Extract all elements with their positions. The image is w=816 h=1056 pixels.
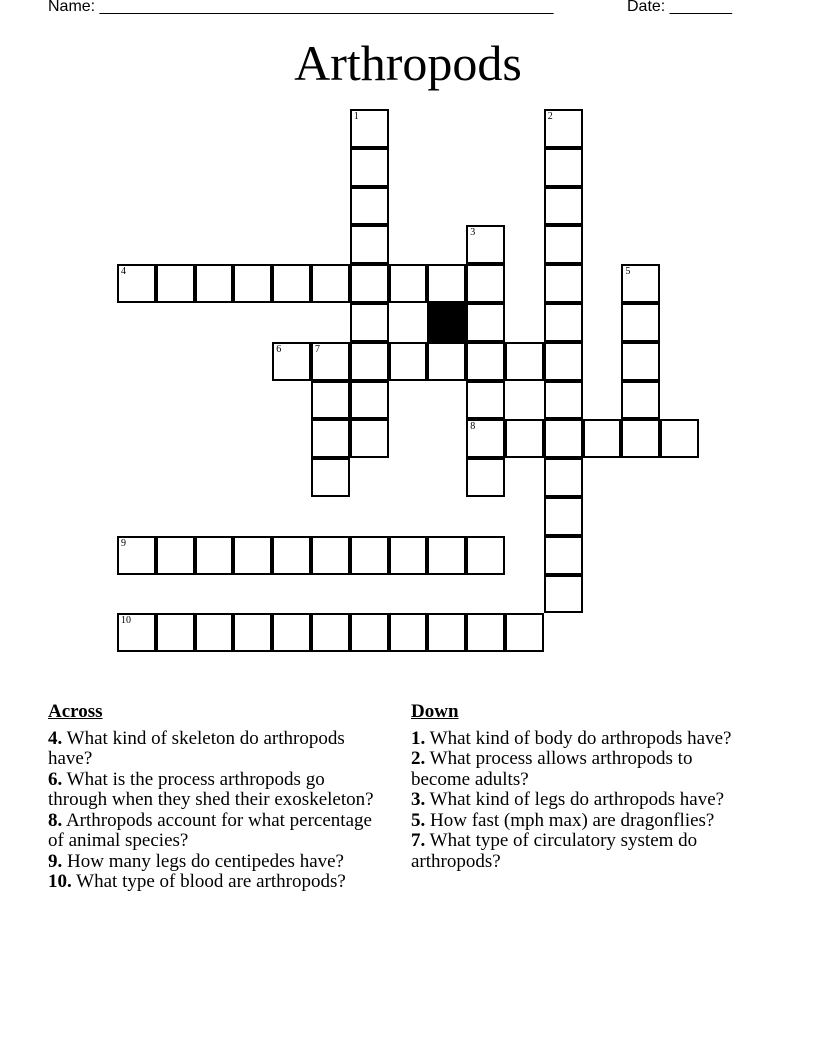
- name-field[interactable]: Name: ___________________________________________________: [48, 0, 554, 15]
- grid-cell[interactable]: [544, 381, 583, 420]
- grid-cell[interactable]: [195, 264, 234, 303]
- grid-cell[interactable]: [427, 342, 466, 381]
- clue-text: How fast (mph max) are dragonflies?: [430, 809, 715, 831]
- clue-number: 7.: [411, 830, 426, 851]
- grid-cell[interactable]: [544, 109, 583, 148]
- grid-cell[interactable]: [117, 613, 156, 652]
- clue-text: What type of blood are arthropods?: [76, 871, 346, 892]
- grid-cell[interactable]: [583, 419, 622, 458]
- clue-down-5: [411, 811, 751, 832]
- grid-cell[interactable]: [350, 342, 389, 381]
- grid-cell[interactable]: [466, 536, 505, 575]
- grid-cell[interactable]: [195, 536, 234, 575]
- date-field[interactable]: Date: _______: [627, 0, 732, 15]
- grid-cell[interactable]: [505, 613, 544, 652]
- clue-number-label: 2: [547, 111, 553, 122]
- clue-text: Arthropods account for what percentage of animal species?: [48, 809, 372, 851]
- grid-cell[interactable]: [350, 536, 389, 575]
- grid-cell[interactable]: [350, 419, 389, 458]
- grid-cell[interactable]: [427, 536, 466, 575]
- clue-number: 2.: [411, 748, 426, 769]
- grid-cell[interactable]: [350, 148, 389, 187]
- grid-cell[interactable]: [544, 264, 583, 303]
- clue-number: 6.: [48, 768, 63, 790]
- blocked-cell: [427, 303, 466, 342]
- page-title: Arthropods: [294, 35, 522, 91]
- grid-cell[interactable]: [233, 536, 272, 575]
- clue-number-label: 9: [121, 537, 126, 549]
- clue-number: 4.: [48, 727, 63, 749]
- clue-number: 9.: [48, 850, 63, 872]
- grid-cell[interactable]: [621, 419, 660, 458]
- grid-cell[interactable]: [621, 303, 660, 342]
- clue-number-label: 7: [315, 343, 320, 355]
- grid-cell[interactable]: [544, 187, 583, 226]
- clue-number-label: 3: [470, 227, 476, 239]
- grid-cell[interactable]: [311, 613, 350, 652]
- down-clues: [411, 702, 751, 872]
- grid-cell[interactable]: [311, 419, 350, 458]
- clue-number-label: 6: [276, 343, 282, 355]
- grid-cell[interactable]: [117, 536, 156, 575]
- clue-number: 10.: [48, 871, 72, 892]
- clue-text: What type of circulatory system do arthropods?: [411, 830, 698, 872]
- grid-cell[interactable]: [427, 613, 466, 652]
- grid-cell[interactable]: [272, 613, 311, 652]
- down-heading: Down: [411, 701, 459, 722]
- grid-cell[interactable]: [311, 458, 350, 497]
- grid-cell[interactable]: [544, 575, 583, 614]
- grid-cell[interactable]: [466, 264, 505, 303]
- grid-cell[interactable]: [544, 536, 583, 575]
- grid-cell[interactable]: [195, 613, 234, 652]
- grid-cell[interactable]: [466, 303, 505, 342]
- grid-cell[interactable]: [505, 342, 544, 381]
- grid-cell[interactable]: [544, 419, 583, 458]
- grid-cell[interactable]: [544, 497, 583, 536]
- grid-cell[interactable]: [466, 225, 505, 264]
- grid-cell[interactable]: [544, 303, 583, 342]
- grid-cell[interactable]: [350, 613, 389, 652]
- clue-number: 1.: [411, 727, 426, 749]
- clue-across-4: [48, 729, 388, 770]
- clue-across-6: [48, 770, 388, 811]
- grid-cell[interactable]: [466, 419, 505, 458]
- clue-text: What kind of body do arthropods have?: [429, 727, 732, 749]
- grid-cell[interactable]: [233, 264, 272, 303]
- clue-number-label: 8: [470, 421, 476, 433]
- grid-cell[interactable]: [117, 264, 156, 303]
- grid-cell[interactable]: [272, 342, 311, 381]
- grid-cell[interactable]: [350, 381, 389, 420]
- grid-cell[interactable]: [389, 536, 428, 575]
- grid-cell[interactable]: [389, 264, 428, 303]
- grid-cell[interactable]: [350, 187, 389, 226]
- clue-text: What process allows arthropods to become adults?: [411, 748, 693, 790]
- grid-cell[interactable]: [311, 381, 350, 420]
- grid-cell[interactable]: [156, 536, 195, 575]
- grid-cell[interactable]: [544, 342, 583, 381]
- grid-cell[interactable]: [233, 613, 272, 652]
- grid-cell[interactable]: [466, 613, 505, 652]
- grid-cell[interactable]: [621, 381, 660, 420]
- clue-number: 8.: [48, 809, 63, 831]
- grid-cell[interactable]: [311, 264, 350, 303]
- grid-cell[interactable]: [466, 342, 505, 381]
- clue-across-9: [48, 852, 388, 873]
- grid-cell[interactable]: [544, 225, 583, 264]
- grid-cell[interactable]: [350, 109, 389, 148]
- grid-cell[interactable]: [466, 458, 505, 497]
- grid-cell[interactable]: [544, 148, 583, 187]
- grid-cell[interactable]: [466, 381, 505, 420]
- clue-text: What kind of skeleton do arthropods have?: [48, 727, 345, 769]
- clue-text: How many legs do centipedes have?: [67, 850, 344, 872]
- clue-number-label: 5: [625, 266, 631, 278]
- clue-down-2: [411, 749, 751, 790]
- grid-cell[interactable]: [389, 342, 428, 381]
- grid-cell[interactable]: [350, 303, 389, 342]
- grid-cell[interactable]: [389, 613, 428, 652]
- grid-cell[interactable]: [427, 264, 466, 303]
- grid-cell[interactable]: [544, 458, 583, 497]
- grid-cell[interactable]: [272, 536, 311, 575]
- grid-cell[interactable]: [311, 536, 350, 575]
- grid-cell[interactable]: [272, 264, 311, 303]
- grid-cell[interactable]: [311, 342, 350, 381]
- grid-cell[interactable]: [156, 613, 195, 652]
- clue-across-8: [48, 811, 388, 852]
- across-heading: Across: [48, 701, 103, 722]
- clue-text: What is the process arthropods go through when they shed their exoskeleton?: [48, 768, 374, 810]
- grid-cell[interactable]: [350, 264, 389, 303]
- clue-across-10: [48, 872, 388, 893]
- grid-cell[interactable]: [156, 264, 195, 303]
- grid-cell[interactable]: [350, 225, 389, 264]
- grid-cell[interactable]: [621, 264, 660, 303]
- clue-number: 5.: [411, 809, 426, 831]
- clue-down-3: [411, 790, 751, 811]
- grid-cell[interactable]: [660, 419, 699, 458]
- clue-number-label: 4: [121, 266, 126, 278]
- clue-number-label: 1: [353, 111, 359, 122]
- grid-cell[interactable]: [505, 419, 544, 458]
- clue-number-label: 10: [121, 615, 131, 627]
- clue-down-1: [411, 729, 751, 750]
- clue-down-7: [411, 831, 751, 872]
- clue-number: 3.: [411, 789, 426, 810]
- across-clues: [48, 702, 388, 893]
- grid-cell[interactable]: [621, 342, 660, 381]
- clue-text: What kind of legs do arthropods have?: [429, 789, 725, 810]
